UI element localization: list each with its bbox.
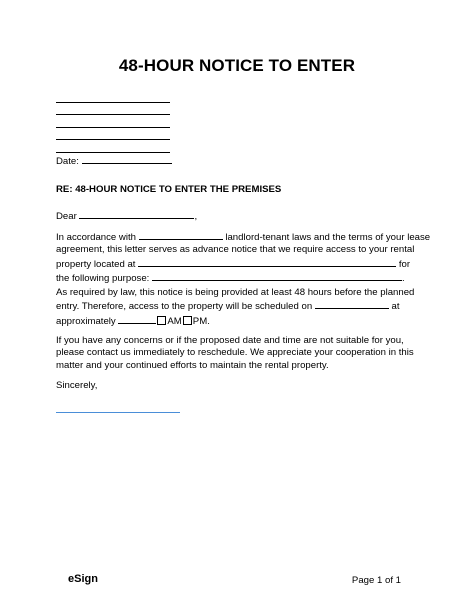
p2-text: As required by law, this notice is being provided at least 48 hours before the planned	[56, 287, 415, 298]
entry-time-field[interactable]	[118, 314, 156, 324]
document-title: 48-HOUR NOTICE TO ENTER	[118, 56, 356, 75]
p3-text: If you have any concerns or if the proposed date and time are not suitable for you,	[56, 335, 404, 346]
salutation-label: Dear	[56, 211, 77, 222]
date-label: Date:	[56, 156, 79, 167]
address-line-4[interactable]	[56, 128, 170, 141]
p2-text: entry. Therefore, access to the property will be scheduled on	[56, 301, 313, 313]
address-line-2[interactable]	[56, 103, 170, 116]
p2-text: at	[391, 301, 400, 313]
closing: Sincerely,	[56, 380, 98, 391]
jurisdiction-field[interactable]	[139, 230, 223, 240]
p1-text: for	[398, 258, 411, 270]
pm-checkbox[interactable]	[183, 316, 192, 325]
address-line-3[interactable]	[56, 115, 170, 128]
property-address-field[interactable]	[138, 257, 396, 267]
salutation-comma: ,	[194, 211, 198, 222]
p1-text: agreement, this letter serves as advance notice that we require access to your rental	[56, 244, 415, 256]
p2-text: approximately	[56, 315, 116, 327]
p1-text: the following purpose:	[56, 273, 150, 285]
address-line-1[interactable]	[56, 90, 170, 103]
am-label: AM	[167, 315, 182, 327]
date-row	[56, 154, 172, 168]
esign-logo: eSign	[68, 573, 98, 585]
p1-text: In accordance with	[56, 232, 136, 243]
am-checkbox[interactable]	[157, 316, 166, 325]
p3-text: please contact us immediately to reschedule. We appreciate your cooperation in this	[56, 347, 414, 359]
paragraph-3	[56, 335, 414, 372]
purpose-field[interactable]	[152, 271, 402, 281]
paragraph-2	[56, 287, 414, 328]
p3-text: matter and your continued efforts to maintain the rental property.	[56, 359, 329, 371]
date-field[interactable]	[82, 154, 172, 164]
signature-line[interactable]	[56, 412, 180, 413]
entry-date-field[interactable]	[315, 299, 389, 309]
paragraph-1	[56, 230, 430, 286]
p1-text: property located at	[56, 258, 136, 270]
recipient-address-block	[56, 90, 170, 153]
subject-line: RE: 48-HOUR NOTICE TO ENTER THE PREMISES	[56, 184, 282, 195]
p1-text: .	[402, 273, 405, 285]
pm-label: PM.	[192, 315, 210, 327]
p1-text: landlord-tenant laws and the terms of your lease	[225, 232, 431, 243]
page-number: Page 1 of 1	[351, 575, 401, 586]
salutation-row	[56, 209, 197, 223]
address-line-5[interactable]	[56, 140, 170, 153]
tenant-name-field[interactable]	[79, 209, 194, 219]
